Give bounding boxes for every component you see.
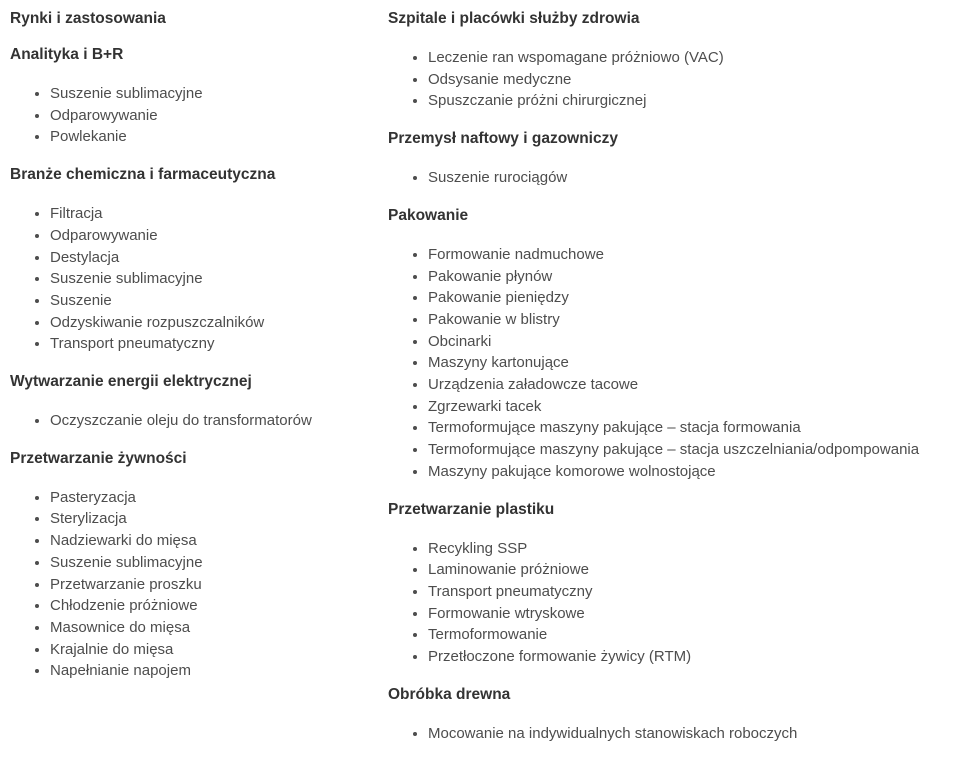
section-heading: Wytwarzanie energii elektrycznej <box>10 373 252 391</box>
list-item: • Odzyskiwanie rozpuszczalników <box>50 312 388 334</box>
list-item: • Masownice do mięsa <box>50 617 388 639</box>
section-list <box>388 244 976 483</box>
list-item: • Formowanie nadmuchowe <box>428 244 976 266</box>
section-heading: Rynki i zastosowania <box>10 10 166 27</box>
list-item: • Sterylizacja <box>50 508 388 530</box>
list-item: • Suszenie sublimacyjne <box>50 268 388 290</box>
list-item: • Maszyny pakujące komorowe wolnostojące <box>428 461 976 483</box>
list-item: • Urządzenia załadowcze tacowe <box>428 374 976 396</box>
section-heading: Przetwarzanie żywności <box>10 449 187 467</box>
list-item: • Przetwarzanie proszku <box>50 574 388 596</box>
section-list <box>388 538 976 668</box>
list-item: • Recykling SSP <box>428 538 976 560</box>
list-item: • Pakowanie płynów <box>428 266 976 288</box>
list-item: • Termoformujące maszyny pakujące – stacja uszczelniania/odpompowania <box>428 439 976 461</box>
section-list <box>10 487 388 682</box>
list-item: • Nadziewarki do mięsa <box>50 530 388 552</box>
list-item: • Pakowanie w blistry <box>428 309 976 331</box>
section-list <box>10 410 388 432</box>
list-item: • Zgrzewarki tacek <box>428 396 976 418</box>
list-item: • Spuszczanie próżni chirurgicznej <box>428 90 976 112</box>
list-item: • Suszenie rurociągów <box>428 167 976 189</box>
section-list <box>10 83 388 148</box>
column-right <box>388 9 976 758</box>
list-item: • Filtracja <box>50 203 388 225</box>
section-heading: Analityka i B+R <box>10 46 124 63</box>
section-heading: Szpitale i placówki służby zdrowia <box>388 10 640 27</box>
section-list <box>388 723 976 745</box>
list-item: • Suszenie sublimacyjne <box>50 552 388 574</box>
section-heading: Pakowanie <box>388 206 469 224</box>
list-item: • Mocowanie na indywidualnych stanowiskach roboczych <box>428 723 976 745</box>
section-list <box>388 47 976 112</box>
list-item: • Termoformowanie <box>428 624 976 646</box>
list-item: • Laminowanie próżniowe <box>428 559 976 581</box>
list-item: • Leczenie ran wspomagane próżniowo (VAC) <box>428 47 976 69</box>
list-item: • Krajalnie do mięsa <box>50 639 388 661</box>
list-item: • Pakowanie pieniędzy <box>428 287 976 309</box>
list-item: • Transport pneumatyczny <box>50 333 388 355</box>
list-item: • Powlekanie <box>50 126 388 148</box>
list-item: • Formowanie wtryskowe <box>428 603 976 625</box>
list-item: • Odsysanie medyczne <box>428 69 976 91</box>
section-heading: Przemysł naftowy i gazowniczy <box>388 130 618 148</box>
list-item: • Transport pneumatyczny <box>428 581 976 603</box>
list-item: • Napełnianie napojem <box>50 660 388 682</box>
list-item: • Suszenie sublimacyjne <box>50 83 388 105</box>
list-item: • Przetłoczone formowanie żywicy (RTM) <box>428 646 976 668</box>
section-list <box>10 203 388 355</box>
column-left <box>10 9 388 758</box>
list-item: • Oczyszczanie oleju do transformatorów <box>50 410 388 432</box>
list-item: • Obcinarki <box>428 331 976 353</box>
list-item: • Destylacja <box>50 247 388 269</box>
list-item: • Suszenie <box>50 290 388 312</box>
list-item: • Odparowywanie <box>50 225 388 247</box>
section-heading: Obróbka drewna <box>388 685 511 703</box>
list-item: • Maszyny kartonujące <box>428 352 976 374</box>
list-item: • Termoformujące maszyny pakujące – stacja formowania <box>428 417 976 439</box>
list-item: • Odparowywanie <box>50 105 388 127</box>
list-item: • Pasteryzacja <box>50 487 388 509</box>
section-list <box>388 167 976 189</box>
section-heading: Przetwarzanie plastiku <box>388 500 555 518</box>
section-heading: Branże chemiczna i farmaceutyczna <box>10 166 276 184</box>
list-item: • Chłodzenie próżniowe <box>50 595 388 617</box>
